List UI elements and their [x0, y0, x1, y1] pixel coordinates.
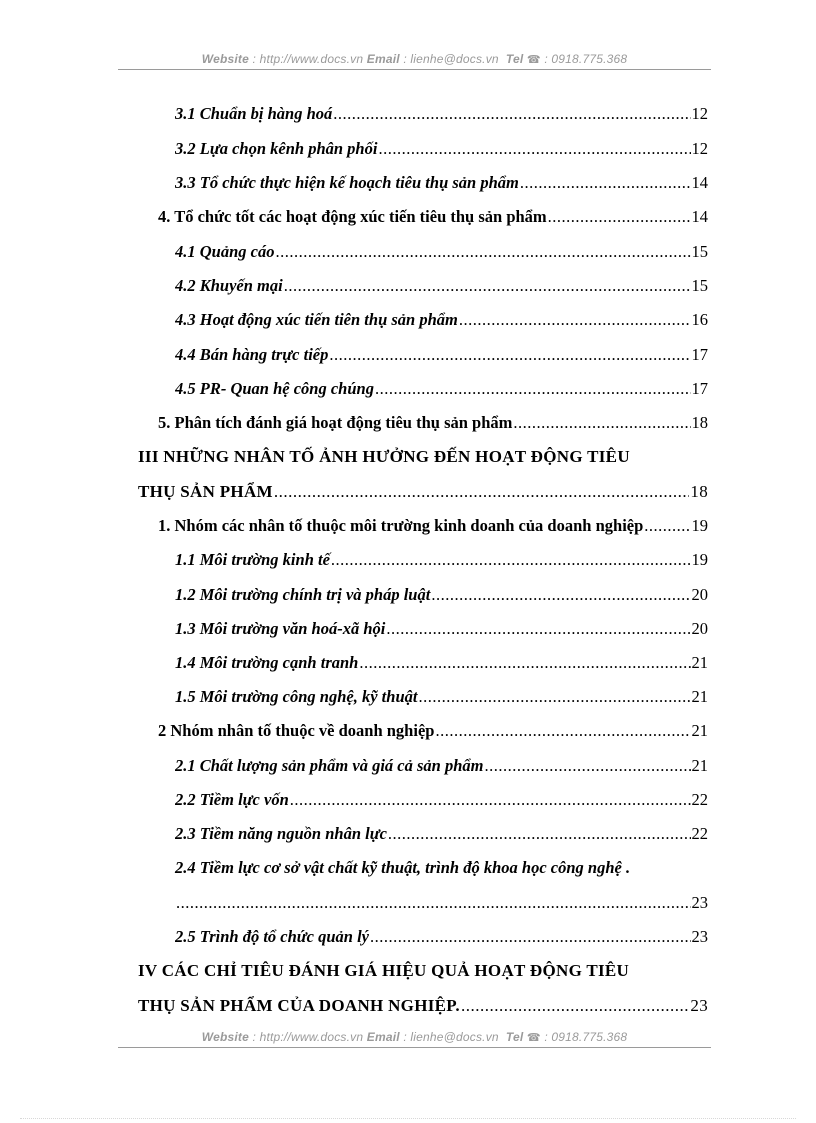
toc-leader-dots	[370, 926, 690, 948]
toc-entry-title: 1. Nhóm các nhân tố thuộc môi trường kinh doanh của doanh nghiệp	[158, 516, 644, 535]
toc-entry[interactable]	[175, 275, 708, 297]
toc-entry-title-wrapped[interactable]: 2.4 Tiềm lực cơ sở vật chất kỹ thuật, trình độ khoa học công nghệ .	[175, 858, 631, 877]
toc-entry[interactable]	[175, 549, 708, 571]
toc-entry-page: 17	[691, 345, 708, 364]
page-edge-dotted-line	[20, 1118, 796, 1119]
toc-entry-page: 21	[691, 653, 708, 672]
toc-entry[interactable]	[158, 720, 708, 742]
page-header	[118, 52, 711, 70]
toc-entry-page: 15	[691, 276, 708, 295]
toc-entry[interactable]	[175, 138, 708, 160]
toc-entry-title: 5. Phân tích đánh giá hoạt động tiêu thụ sản phẩm	[158, 413, 513, 432]
toc-entry-title: 2.1 Chất lượng sản phẩm và giá cả sản phẩm	[175, 756, 484, 775]
toc-entry[interactable]	[175, 618, 708, 640]
phone-icon: ☎	[526, 54, 541, 66]
toc-section-heading[interactable]: III NHỮNG NHÂN TỐ ẢNH HƯỞNG ĐẾN HOẠT ĐỘNG TIÊU	[138, 447, 630, 466]
toc-leader-dots	[513, 412, 690, 434]
toc-entry[interactable]	[158, 206, 708, 228]
header-website-label: Website	[201, 52, 249, 66]
toc-entry-title: 1.1 Môi trường kinh tế	[175, 550, 330, 569]
toc-entry[interactable]	[175, 378, 708, 400]
footer-website-label: Website	[201, 1030, 249, 1044]
toc-entry-page: 22	[691, 790, 708, 809]
footer-website-value[interactable]: : http://www.docs.vn	[252, 1030, 364, 1044]
toc-entry-page: 21	[691, 687, 708, 706]
header-email-label: Email	[366, 52, 400, 66]
toc-entry-title: 3.3 Tổ chức thực hiện kế hoạch tiêu thụ sản phẩm	[175, 173, 519, 192]
toc-entry-page: 22	[691, 824, 708, 843]
toc-leader-dots	[329, 344, 690, 366]
page-footer	[118, 1030, 711, 1048]
toc-entry-page: 19	[691, 516, 708, 535]
toc-entry[interactable]	[175, 584, 708, 606]
footer-tel-label: Tel	[505, 1030, 524, 1044]
toc-entry-page: 23	[691, 927, 708, 946]
toc-leader-dots	[461, 995, 689, 1017]
toc-leader-dots	[275, 241, 690, 263]
toc-entry-title: 3.1 Chuẩn bị hàng hoá	[175, 104, 333, 123]
toc-entry-page: 20	[691, 619, 708, 638]
toc-leader-dots	[431, 584, 690, 606]
toc-entry-title: 3.2 Lựa chọn kênh phân phối	[175, 139, 378, 158]
toc-entry-title: 4.4 Bán hàng trực tiếp	[175, 345, 329, 364]
toc-entry[interactable]	[175, 686, 708, 708]
toc-leader-dots	[520, 172, 691, 194]
toc-leader-dots	[644, 515, 690, 537]
toc-entry-title: 1.2 Môi trường chính trị và pháp luật	[175, 585, 431, 604]
toc-leader-dots	[418, 686, 690, 708]
toc-entry-page: 12	[691, 104, 708, 123]
toc-entry[interactable]	[175, 309, 708, 331]
toc-entry-title: 2.3 Tiềm năng nguồn nhân lực	[175, 824, 387, 843]
toc-entry-title: 1.3 Môi trường văn hoá-xã hội	[175, 619, 386, 638]
footer-tel-value: : 0918.775.368	[544, 1030, 628, 1044]
toc-entry-page: 23	[690, 996, 708, 1015]
toc-entry-page: 19	[691, 550, 708, 569]
toc-leader-dots	[284, 275, 691, 297]
header-email-value[interactable]: : lienhe@docs.vn	[403, 52, 499, 66]
toc-entry-page: 20	[691, 585, 708, 604]
toc-leader-dots	[435, 720, 690, 742]
toc-entry[interactable]	[138, 481, 708, 503]
toc-entry-title: 1.5 Môi trường công nghệ, kỹ thuật	[175, 687, 418, 706]
toc-entry-page: 15	[691, 242, 708, 261]
toc-entry-page: 23	[691, 893, 708, 912]
toc-entry-title: 1.4 Môi trường cạnh tranh	[175, 653, 359, 672]
toc-entry-title: 4. Tổ chức tốt các hoạt động xúc tiến tiêu thụ sản phẩm	[158, 207, 547, 226]
toc-leader-dots	[375, 378, 691, 400]
toc-entry[interactable]	[175, 823, 708, 845]
header-website-value[interactable]: : http://www.docs.vn	[252, 52, 364, 66]
toc-entry-title: 4.2 Khuyến mại	[175, 276, 283, 295]
toc-entry[interactable]	[138, 995, 708, 1017]
toc-entry[interactable]	[175, 172, 708, 194]
footer-email-value[interactable]: : lienhe@docs.vn	[403, 1030, 499, 1044]
toc-leader-dots	[359, 652, 690, 674]
toc-entry[interactable]	[175, 892, 708, 914]
phone-icon: ☎	[526, 1032, 541, 1044]
toc-entry-title: THỤ SẢN PHẨM CỦA DOANH NGHIỆP.	[138, 996, 460, 1015]
toc-leader-dots	[176, 892, 691, 914]
toc-entry[interactable]	[175, 344, 708, 366]
toc-leader-dots	[274, 481, 690, 503]
toc-entry[interactable]	[158, 412, 708, 434]
toc-leader-dots	[459, 309, 691, 331]
toc-entry[interactable]	[175, 103, 708, 125]
toc-entry-title: 2.5 Trình độ tổ chức quản lý	[175, 927, 370, 946]
toc-entry-page: 21	[691, 721, 708, 740]
toc-entry-page: 21	[691, 756, 708, 775]
toc-entry-title: 4.3 Hoạt động xúc tiến tiên thụ sản phẩm	[175, 310, 458, 329]
toc-leader-dots	[388, 823, 691, 845]
footer-email-label: Email	[366, 1030, 400, 1044]
toc-entry[interactable]	[158, 515, 708, 537]
toc-leader-dots	[386, 618, 690, 640]
toc-entry-title: THỤ SẢN PHẨM	[138, 482, 273, 501]
toc-entry-page: 12	[691, 139, 708, 158]
toc-entry-page: 14	[691, 173, 708, 192]
toc-leader-dots	[378, 138, 690, 160]
toc-entry[interactable]	[175, 926, 708, 948]
toc-entry-title: 4.1 Quảng cáo	[175, 242, 275, 261]
toc-entry[interactable]	[175, 755, 708, 777]
toc-entry-page: 14	[691, 207, 708, 226]
toc-entry-page: 18	[691, 413, 708, 432]
toc-entry-title: 4.5 PR- Quan hệ công chúng	[175, 379, 374, 398]
toc-entry-page: 18	[690, 482, 708, 501]
toc-leader-dots	[484, 755, 690, 777]
toc-leader-dots	[548, 206, 691, 228]
toc-entry[interactable]	[175, 652, 708, 674]
toc-section-heading[interactable]: IV CÁC CHỈ TIÊU ĐÁNH GIÁ HIỆU QUẢ HOẠT ĐỘNG TIÊU	[138, 961, 630, 980]
toc-entry-title: 2.2 Tiềm lực vốn	[175, 790, 289, 809]
header-tel-label: Tel	[505, 52, 524, 66]
toc-entry[interactable]	[175, 241, 708, 263]
toc-entry-page: 17	[691, 379, 708, 398]
toc-entry[interactable]	[175, 789, 708, 811]
toc-entry-page: 16	[691, 310, 708, 329]
toc-entry-title: 2 Nhóm nhân tố thuộc về doanh nghiệp	[158, 721, 435, 740]
toc-leader-dots	[331, 549, 691, 571]
header-tel-value: : 0918.775.368	[544, 52, 628, 66]
toc-leader-dots	[333, 103, 690, 125]
toc-leader-dots	[290, 789, 691, 811]
